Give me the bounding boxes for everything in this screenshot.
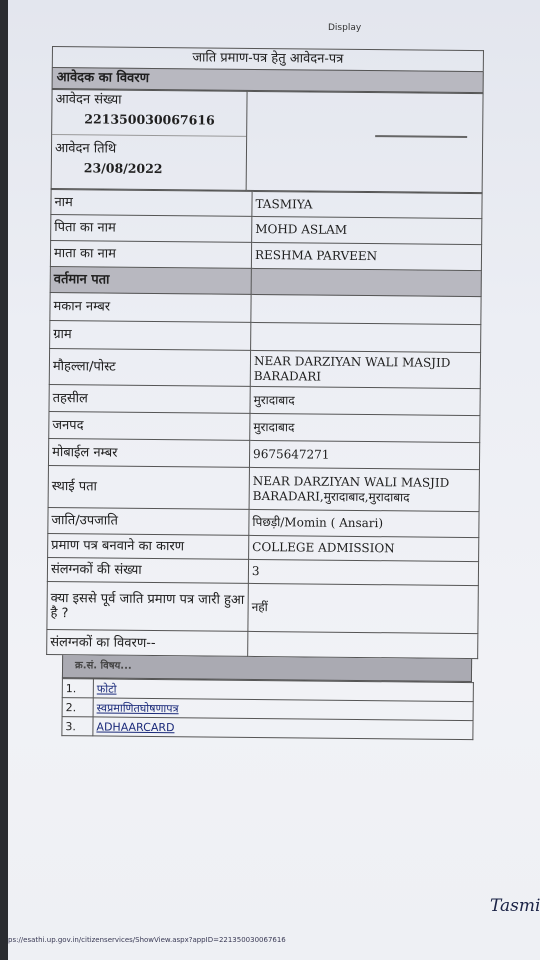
house-number-value xyxy=(251,294,481,324)
signature: Tasmi xyxy=(490,896,540,916)
application-date: 23/08/2022 xyxy=(83,160,163,177)
field-label: संलग्नकों की संख्या xyxy=(47,557,248,583)
form-title: जाति प्रमाण-पत्र हेतु आवेदन-पत्र xyxy=(52,46,484,71)
attachments-header: क्र.सं. विषय... xyxy=(62,655,472,682)
field-label: जाति/उपजाति xyxy=(48,507,249,535)
previous-certificate-value: नहीं xyxy=(248,583,478,633)
field-label: माता का नाम xyxy=(50,240,251,268)
personal-details-table xyxy=(46,189,482,659)
attachment-count-value: 3 xyxy=(248,559,478,585)
attachment-link-photo[interactable]: फोटो xyxy=(93,679,473,702)
field-label: क्या इससे पूर्व जाति प्रमाण पत्र जारी हुआ है ? xyxy=(47,581,248,631)
caste-value: पिछड़ी/Momin ( Ansari) xyxy=(249,509,479,537)
attachment-link-aadhaar[interactable]: ADHAARCARD xyxy=(93,717,473,740)
tehsil-value: मुरादाबाद xyxy=(250,386,480,415)
section-blank xyxy=(251,268,481,296)
attachment-sn: 1. xyxy=(62,679,93,698)
application-number-label: आवेदन संख्या xyxy=(55,92,122,108)
application-date-label: आवेदन तिथि xyxy=(54,141,117,157)
application-info-cell xyxy=(51,90,247,191)
mobile-value: 9675647271 xyxy=(249,440,479,469)
father-name-value: MOHD ASLAM xyxy=(252,216,482,244)
field-label: मौहल्ला/पोस्ट xyxy=(49,348,250,386)
permanent-address-value: NEAR DARZIYAN WALI MASJID BARADARI,मुरादाबाद,मुरादाबाद xyxy=(249,467,479,511)
district-value: मुरादाबाद xyxy=(250,413,480,442)
village-value xyxy=(251,322,481,352)
attachment-details-value xyxy=(248,631,478,658)
address-section-heading: वर्तमान पता xyxy=(50,266,251,294)
attachments-table xyxy=(61,678,474,740)
field-label: ग्राम xyxy=(50,320,251,350)
field-label: प्रमाण पत्र बनवाने का कारण xyxy=(48,533,249,559)
photo-line xyxy=(375,135,467,138)
field-label: जनपद xyxy=(49,411,250,440)
reason-value: COLLEGE ADMISSION xyxy=(249,535,479,561)
field-label: संलग्नकों का विवरण-- xyxy=(47,629,248,656)
name-value: TASMIYA xyxy=(252,191,482,218)
attachment-sn: 2. xyxy=(62,698,93,717)
page-url-footer: ps://esathi.up.gov.in/citizenservices/ShowView.aspx?appID=221350030067616 xyxy=(8,936,286,944)
field-label: नाम xyxy=(51,189,252,216)
mother-name-value: RESHMA PARVEEN xyxy=(251,242,481,270)
application-info-table xyxy=(51,89,484,193)
application-number: 221350030067616 xyxy=(84,111,215,128)
field-label: पिता का नाम xyxy=(51,214,252,242)
caste-certificate-form xyxy=(45,46,484,740)
display-label: Display xyxy=(328,23,362,33)
attachment-link-declaration[interactable]: स्वप्रमाणितघोषणापत्र xyxy=(93,698,473,721)
field-label: तहसील xyxy=(49,384,250,413)
field-label: मकान नम्बर xyxy=(50,292,251,322)
field-label: मोबाईल नम्बर xyxy=(48,438,249,467)
field-label: स्थाई पता xyxy=(48,465,249,509)
photo-area xyxy=(246,91,483,192)
applicant-section-heading: आवेदक का विवरण xyxy=(52,67,484,93)
locality-value: NEAR DARZIYAN WALI MASJID BARADARI xyxy=(250,350,480,388)
attachment-sn: 3. xyxy=(62,717,93,736)
document-page xyxy=(8,0,540,960)
